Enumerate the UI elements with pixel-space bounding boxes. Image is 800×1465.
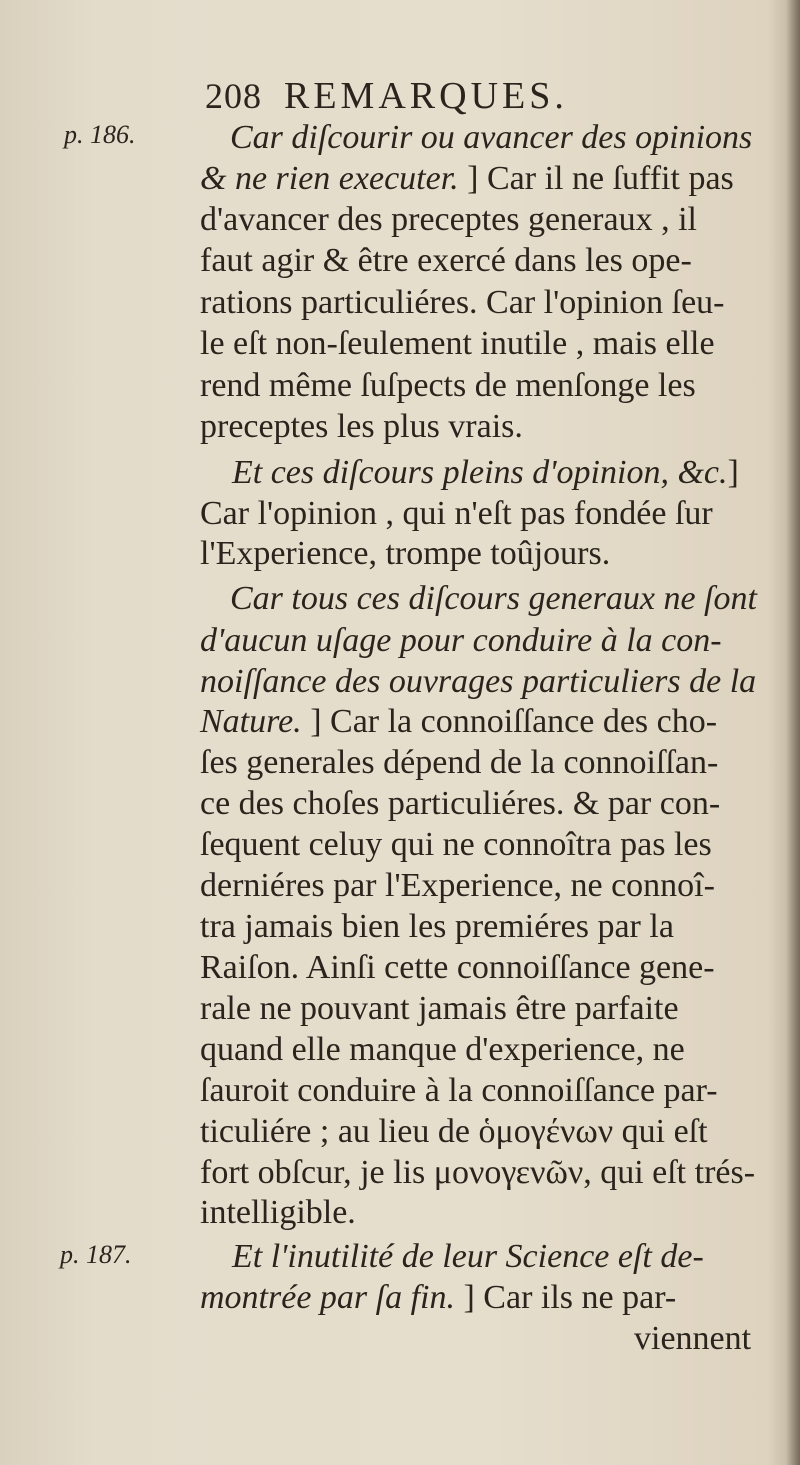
page-edge-shadow [786,0,800,1465]
text-line: ſauroit conduire à la connoiſſance par- [200,1072,718,1109]
text-line: rations particuliéres. Car l'opinion ſeu- [200,284,725,321]
text-line: derniéres par l'Experience, ne connoî- [200,867,715,904]
text-line: Nature. ] Car la connoiſſance des cho- [200,703,718,740]
page-number: 208 [205,76,262,116]
text-line: intelligible. [200,1194,356,1231]
text-line: ticuliére ; au lieu de ὁμογένων qui eſt [200,1113,708,1150]
text-line: Car tous ces diſcours generaux ne ſont [230,580,757,617]
running-header [205,74,685,124]
text-line: d'aucun uſage pour conduire à la con- [200,622,722,659]
text-line: Car l'opinion , qui n'eſt pas fondée ſur [200,495,713,532]
margin-note-page-ref: p. 187. [60,1240,132,1269]
text-line: faut agir & être exercé dans les ope- [200,242,692,279]
catchword: viennent [634,1320,752,1357]
text-line: fort obſcur, je lis μονογενῶν, qui eſt trés- [200,1154,756,1191]
text-line: rale ne pouvant jamais être parfaite [200,990,679,1027]
text-line: l'Experience, trompe toûjours. [200,535,611,572]
text-line: Et ces diſcours pleins d'opinion, &c.] [232,454,739,491]
text-line: d'avancer des preceptes generaux , il [200,201,697,238]
text-line: rend même ſuſpects de menſonge les [200,367,696,404]
margin-note-page-ref: p. 186. [64,120,136,149]
text-line: le eſt non-ſeulement inutile , mais elle [200,325,715,362]
text-line: ſes generales dépend de la connoiſſan- [200,744,719,781]
text-line: & ne rien executer. ] Car il ne ſuffit pas [200,160,734,197]
text-line: montrée par ſa fin. ] Car ils ne par- [200,1279,677,1316]
text-line: ce des choſes particuliéres. & par con- [200,785,721,822]
text-line: noiſſance des ouvrages particuliers de la [200,663,757,700]
text-line: Raiſon. Ainſi cette connoiſſance gene- [200,949,715,986]
running-title: REMARQUES. [284,75,568,117]
text-line: Car diſcourir ou avancer des opinions [230,119,753,156]
text-line: Et l'inutilité de leur Science eſt de- [232,1238,704,1275]
text-line: quand elle manque d'experience, ne [200,1031,685,1068]
text-line: preceptes les plus vrais. [200,408,523,445]
text-line: ſequent celuy qui ne connoîtra pas les [200,826,712,863]
text-line: tra jamais bien les premiéres par la [200,908,674,945]
